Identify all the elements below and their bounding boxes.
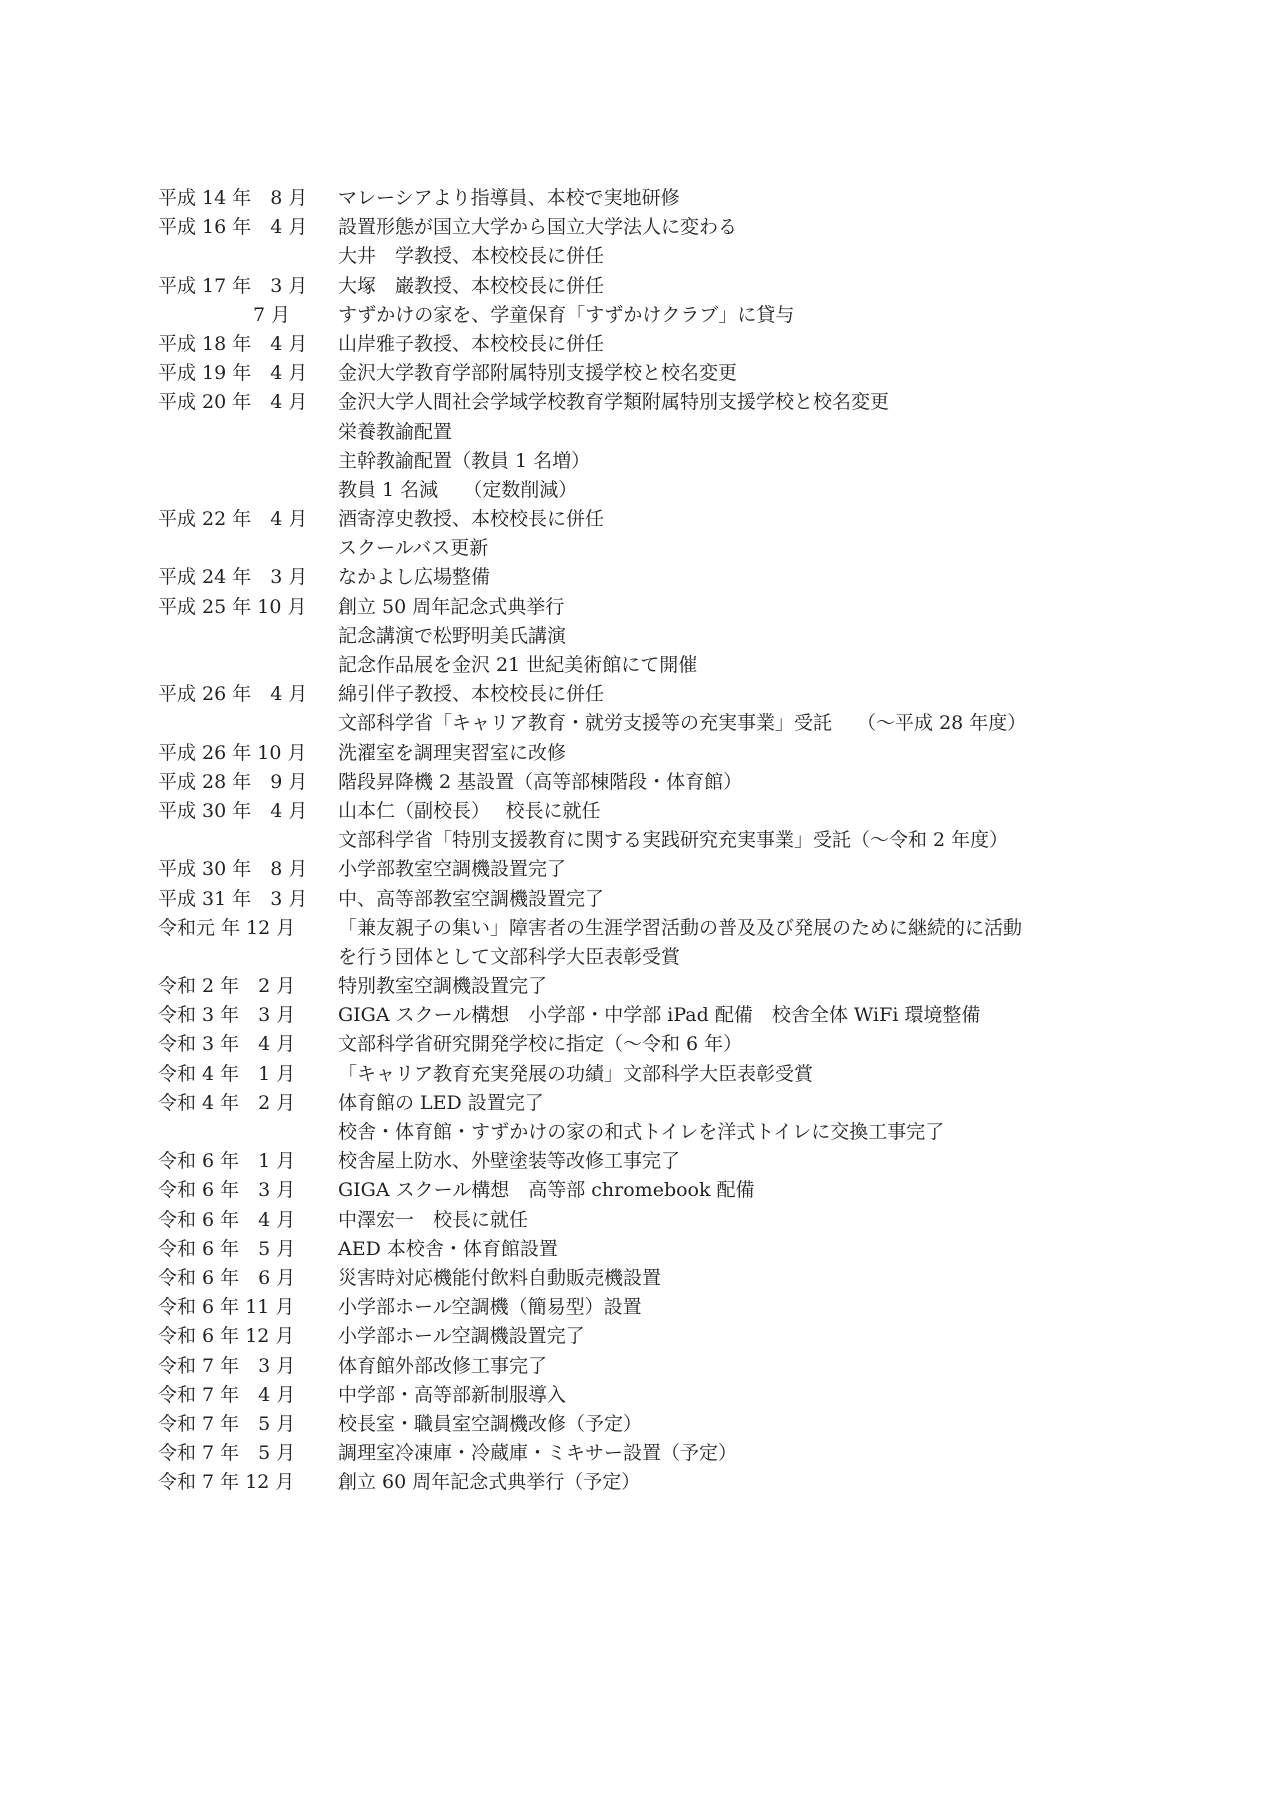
timeline-event: 校舎・体育館・すずかけの家の和式トイレを洋式トイレに交換工事完了: [338, 1121, 945, 1143]
timeline-row: [158, 855, 1158, 884]
timeline-date: 平成 26 年 4 月: [158, 683, 308, 706]
timeline-row: [158, 593, 1158, 622]
timeline-date: 平成 25 年 10 月: [158, 595, 307, 618]
timeline-date: [158, 447, 328, 476]
timeline-event: を行う団体として文部科学大臣表彰受賞: [338, 945, 681, 968]
timeline-date: 令和 6 年 1 月: [158, 1150, 296, 1173]
timeline-date: 平成 19 年 4 月: [158, 362, 308, 385]
timeline-row: [158, 1410, 1158, 1439]
timeline-date: 平成 30 年 8 月: [158, 858, 308, 881]
timeline-event: 中、高等部教室空調機設置完了: [338, 887, 605, 910]
timeline-row: [158, 359, 1158, 388]
timeline-event: GIGA スクール構想 小学部・中学部 iPad 配備 校舎全体 WiFi 環境整備: [338, 1004, 981, 1027]
timeline-event: GIGA スクール構想 高等部 chromebook 配備: [338, 1179, 755, 1202]
timeline-row: [158, 563, 1158, 592]
timeline-row: [158, 622, 1158, 651]
timeline-row: [158, 1322, 1158, 1351]
timeline-row: [158, 914, 1158, 943]
timeline-date: 令和 7 年 12 月: [158, 1471, 295, 1494]
timeline-event: 文部科学省研究開発学校に指定（～令和 6 年）: [338, 1033, 743, 1056]
timeline-event: 中学部・高等部新制服導入: [338, 1383, 567, 1406]
timeline-date: 令和 6 年 4 月: [158, 1208, 296, 1231]
timeline-date: [158, 242, 328, 271]
timeline-row: [158, 826, 1158, 855]
timeline-event: 調理室冷凍庫・冷蔵庫・ミキサー設置（予定）: [338, 1442, 738, 1465]
timeline-row: [158, 1176, 1158, 1205]
timeline-date: 平成 14 年 8 月: [158, 187, 308, 209]
timeline-row: [158, 476, 1158, 505]
timeline-event: 中澤宏一 校長に就任: [338, 1208, 529, 1231]
timeline-event: 「キャリア教育充実発展の功績」文部科学大臣表彰受賞: [338, 1062, 814, 1085]
timeline-event: 大井 学教授、本校校長に併任: [338, 245, 605, 268]
timeline-row: [158, 709, 1158, 738]
timeline-event: 小学部ホール空調機（簡易型）設置: [338, 1296, 642, 1319]
timeline-date: 令和 7 年 3 月: [158, 1354, 296, 1377]
timeline-date: 令和 7 年 4 月: [158, 1383, 296, 1406]
timeline-date: 令和 4 年 1 月: [158, 1062, 296, 1085]
timeline-row: [158, 885, 1158, 914]
timeline-date: [158, 476, 328, 505]
history-timeline: [158, 184, 1158, 1497]
timeline-date: [158, 534, 328, 563]
timeline-row: [158, 768, 1158, 797]
timeline-row: [158, 1235, 1158, 1264]
timeline-row: [158, 1089, 1158, 1118]
timeline-date: 令和 4 年 2 月: [158, 1091, 296, 1114]
timeline-event: 文部科学省「特別支援教育に関する実践研究充実事業」受託（～令和 2 年度）: [338, 829, 1009, 852]
timeline-event: 綿引伴子教授、本校校長に併任: [338, 683, 605, 706]
timeline-event: 酒寄淳史教授、本校校長に併任: [338, 508, 605, 531]
timeline-event: 体育館外部改修工事完了: [338, 1354, 548, 1377]
timeline-row: [158, 1147, 1158, 1176]
timeline-event: 小学部ホール空調機設置完了: [338, 1325, 585, 1348]
timeline-row: [158, 418, 1158, 447]
timeline-row: [158, 1030, 1158, 1059]
timeline-date: 平成 18 年 4 月: [158, 332, 308, 355]
timeline-event: なかよし広場整備: [338, 566, 491, 589]
timeline-date: 令和 2 年 2 月: [158, 975, 296, 998]
timeline-event: 創立 50 周年記念式典挙行: [338, 595, 565, 618]
timeline-row: [158, 213, 1158, 242]
timeline-row: [158, 1118, 1158, 1147]
timeline-date: 令和元 年 12 月: [158, 916, 296, 939]
timeline-event: 体育館の LED 設置完了: [338, 1091, 544, 1114]
timeline-row: [158, 447, 1158, 476]
timeline-event: 創立 60 周年記念式典挙行（予定）: [338, 1471, 641, 1494]
timeline-date: 令和 7 年 5 月: [158, 1442, 296, 1465]
timeline-date: [158, 651, 328, 680]
timeline-row: [158, 1439, 1158, 1468]
timeline-event: 災害時対応機能付飲料自動販売機設置: [338, 1266, 662, 1289]
timeline-date: 平成 22 年 4 月: [158, 508, 308, 531]
timeline-row: [158, 972, 1158, 1001]
timeline-event: マレーシアより指導員、本校で実地研修: [338, 187, 680, 209]
timeline-event: 特別教室空調機設置完了: [338, 975, 548, 998]
timeline-date: 令和 3 年 3 月: [158, 1004, 296, 1027]
timeline-row: [158, 1381, 1158, 1410]
timeline-date: 令和 6 年 11 月: [158, 1296, 295, 1319]
timeline-event: 金沢大学教育学部附属特別支援学校と校名変更: [338, 362, 738, 385]
timeline-date: 平成 30 年 4 月: [158, 799, 308, 822]
timeline-row: [158, 1001, 1158, 1030]
timeline-row: [158, 242, 1158, 271]
timeline-date: 平成 24 年 3 月: [158, 566, 308, 589]
timeline-event: 大塚 巌教授、本校校長に併任: [338, 274, 605, 297]
timeline-event: 階段昇降機 2 基設置（高等部棟階段・体育館）: [338, 770, 743, 793]
timeline-event: 栄養教諭配置: [338, 420, 453, 443]
timeline-row: [158, 534, 1158, 563]
timeline-date: 平成 26 年 10 月: [158, 741, 307, 764]
timeline-row: [158, 1060, 1158, 1089]
timeline-row: [158, 1264, 1158, 1293]
timeline-date: 令和 3 年 4 月: [158, 1033, 296, 1056]
timeline-event: 「兼友親子の集い」障害者の生涯学習活動の普及及び発展のために継続的に活動: [338, 916, 1023, 939]
timeline-row: [158, 943, 1158, 972]
timeline-row: [158, 651, 1158, 680]
timeline-date: 平成 20 年 4 月: [158, 391, 308, 414]
timeline-row: [158, 680, 1158, 709]
timeline-event: AED 本校舎・体育館設置: [338, 1237, 558, 1260]
timeline-row: [158, 1206, 1158, 1235]
timeline-date: 令和 6 年 5 月: [158, 1237, 296, 1260]
timeline-event: 記念講演で松野明美氏講演: [338, 624, 567, 647]
timeline-row: [158, 1352, 1158, 1381]
timeline-event: 校長室・職員室空調機改修（予定）: [338, 1412, 643, 1435]
timeline-date: 平成 28 年 9 月: [158, 770, 308, 793]
timeline-row: [158, 505, 1158, 534]
timeline-date: 令和 6 年 12 月: [158, 1325, 295, 1348]
timeline-event: 教員 1 名減 （定数削減）: [338, 478, 578, 501]
timeline-event: すずかけの家を、学童保育「すずかけクラブ」に貸与: [338, 303, 795, 326]
timeline-date: 平成 16 年 4 月: [158, 216, 308, 239]
timeline-date: 令和 6 年 3 月: [158, 1179, 296, 1202]
timeline-row: [158, 739, 1158, 768]
timeline-date: [158, 943, 328, 972]
timeline-row: [158, 1468, 1158, 1497]
timeline-row: [158, 272, 1158, 301]
timeline-event: 設置形態が国立大学から国立大学法人に変わる: [338, 216, 738, 239]
timeline-row: [158, 797, 1158, 826]
timeline-date: 平成 31 年 3 月: [158, 887, 308, 910]
timeline-row: [158, 330, 1158, 359]
timeline-event: 洗濯室を調理実習室に改修: [338, 741, 567, 764]
timeline-date: [158, 622, 328, 651]
timeline-event: 山本仁（副校長） 校長に就任: [338, 799, 601, 822]
timeline-date: 令和 6 年 6 月: [158, 1266, 296, 1289]
timeline-date: [158, 1118, 328, 1147]
timeline-event: 文部科学省「キャリア教育・就労支援等の充実事業」受託 （～平成 28 年度）: [338, 712, 1027, 735]
timeline-event: 金沢大学人間社会学域学校教育学類附属特別支援学校と校名変更: [338, 391, 890, 414]
timeline-date: [158, 709, 328, 738]
timeline-row: [158, 1293, 1158, 1322]
timeline-event: 記念作品展を金沢 21 世紀美術館にて開催: [338, 654, 698, 676]
timeline-event: 校舎屋上防水、外壁塗装等改修工事完了: [338, 1150, 681, 1173]
timeline-date: 平成 17 年 3 月: [158, 274, 308, 297]
timeline-date: 7 月: [158, 303, 291, 326]
timeline-event: 山岸雅子教授、本校校長に併任: [338, 332, 605, 355]
timeline-date: [158, 418, 328, 447]
timeline-row: [158, 301, 1158, 330]
timeline-row: [158, 184, 1158, 213]
timeline-row: [158, 388, 1158, 417]
timeline-event: 小学部教室空調機設置完了: [338, 858, 567, 881]
timeline-event: 主幹教諭配置（教員 1 名増）: [338, 449, 591, 472]
timeline-date: 令和 7 年 5 月: [158, 1412, 296, 1435]
timeline-date: [158, 826, 328, 855]
timeline-event: スクールバス更新: [338, 537, 489, 560]
